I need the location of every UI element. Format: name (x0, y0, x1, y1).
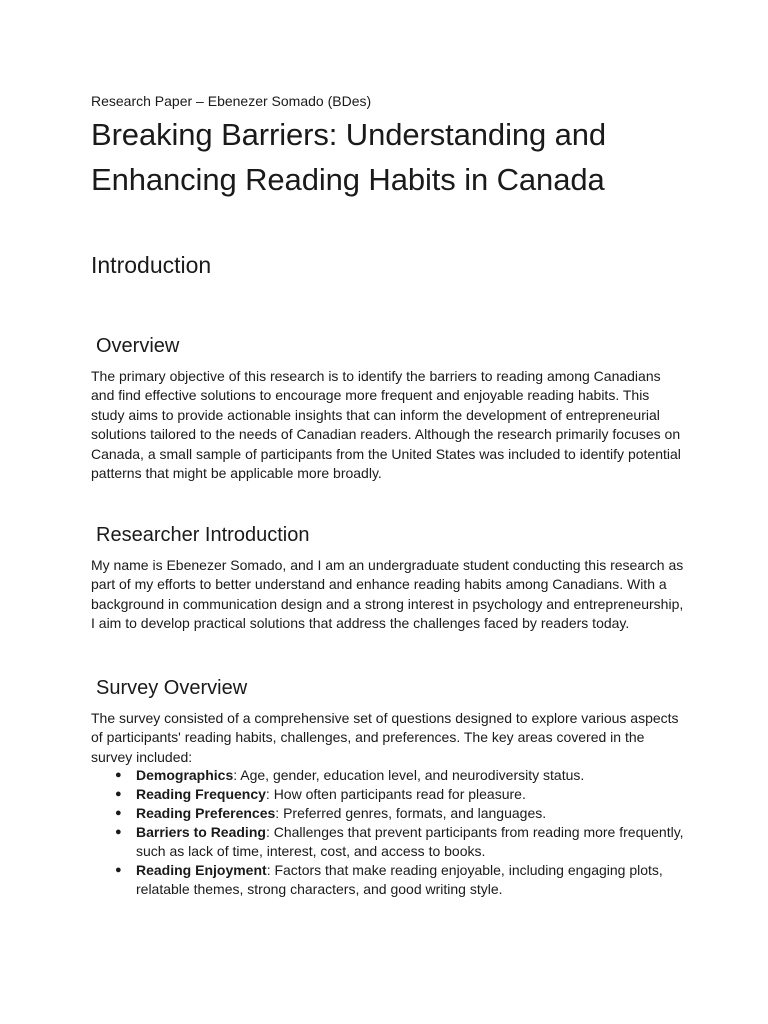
survey-overview-paragraph: The survey consisted of a comprehensive set of questions designed to explore various aspects of participants' reading habits, challenges, and preferences. The key areas covered in the survey included: (91, 710, 679, 765)
list-item-description: : How often participants read for pleasure. (265, 786, 526, 802)
list-item-term: Reading Enjoyment (136, 862, 267, 878)
list-item-description: : Challenges that prevent participants from reading more frequently, such as lack of time, interest, cost, and access to books. (136, 824, 684, 859)
list-item-term: Barriers to Reading (136, 824, 266, 840)
list-item-term: Reading Frequency (136, 786, 266, 802)
survey-overview-heading: Survey Overview (96, 677, 248, 699)
list-item (91, 861, 686, 899)
bullet-icon: ● (115, 807, 122, 819)
introduction-heading: Introduction (91, 252, 212, 278)
list-item (91, 804, 686, 823)
overview-paragraph: The primary objective of this research is to identify the barriers to reading among Canadians and find effective solutions to encourage more frequent and enjoyable reading habits. This study aims to provide actionable insights that can inform the development of entrepreneurial solutions tailored to the needs of Canadian readers. Although the research primarily focuses on Canada, a small sample of participants from the United States was included to identify potential patterns that might be applicable more broadly. (91, 368, 681, 482)
document-header-label: Research Paper – Ebenezer Somado (BDes) (91, 93, 372, 109)
bullet-icon: ● (115, 864, 122, 876)
list-item-description: : Preferred genres, formats, and languages. (275, 805, 547, 821)
researcher-introduction-paragraph: My name is Ebenezer Somado, and I am an undergraduate student conducting this research as part of my efforts to better understand and enhance reading habits among Canadians. With a background in communication design and a strong interest in psychology and entrepreneurship, I aim to develop practical solutions that address the challenges faced by readers today. (91, 557, 684, 632)
bullet-icon: ● (115, 788, 122, 800)
list-item-term: Demographics (136, 767, 234, 783)
survey-areas-list (91, 766, 686, 899)
bullet-icon: ● (115, 826, 122, 838)
list-item (91, 823, 686, 861)
document-title: Breaking Barriers: Understanding and Enhancing Reading Habits in Canada (91, 117, 607, 197)
overview-heading: Overview (96, 335, 180, 357)
list-item-description: : Factors that make reading enjoyable, including engaging plots, relatable themes, strong characters, and good writing style. (136, 862, 663, 897)
researcher-introduction-heading: Researcher Introduction (96, 524, 310, 546)
bullet-icon: ● (115, 769, 122, 781)
list-item (91, 766, 686, 785)
list-item (91, 785, 686, 804)
list-item-term: Reading Preferences (136, 805, 276, 821)
list-item-description: : Age, gender, education level, and neurodiversity status. (233, 767, 585, 783)
